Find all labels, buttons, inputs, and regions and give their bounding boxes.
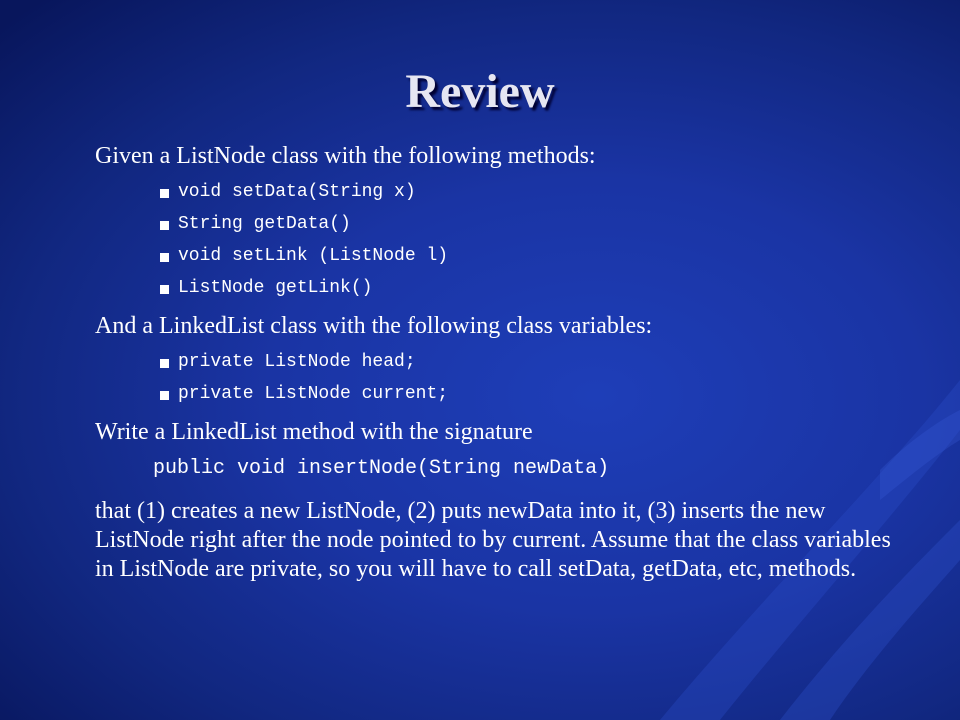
bullet-icon — [160, 391, 169, 400]
method-item: ListNode getLink() — [178, 278, 373, 298]
intro-line-2: And a LinkedList class with the following class variables: — [95, 313, 653, 339]
method-item: void setData(String x) — [178, 182, 416, 202]
method-signature: public void insertNode(String newData) — [153, 457, 610, 480]
method-item: void setLink (ListNode l) — [178, 246, 449, 266]
bullet-icon — [160, 285, 169, 294]
bullet-icon — [160, 189, 169, 198]
instructions-paragraph: that (1) creates a new ListNode, (2) puts newData into it, (3) inserts the new ListNode right after the node pointed to by current. Assume that the class variables in ListNode are private, so you will have to call setData, getData, etc, methods. — [95, 498, 891, 582]
intro-line-1: Given a ListNode class with the following methods: — [95, 143, 596, 169]
method-item: String getData() — [178, 214, 351, 234]
variable-item: private ListNode head; — [178, 352, 416, 372]
bullet-icon — [160, 359, 169, 368]
bullet-icon — [160, 221, 169, 230]
slide-title: Review — [405, 65, 555, 118]
bullet-icon — [160, 253, 169, 262]
intro-line-3: Write a LinkedList method with the signature — [95, 419, 533, 445]
variable-item: private ListNode current; — [178, 384, 449, 404]
